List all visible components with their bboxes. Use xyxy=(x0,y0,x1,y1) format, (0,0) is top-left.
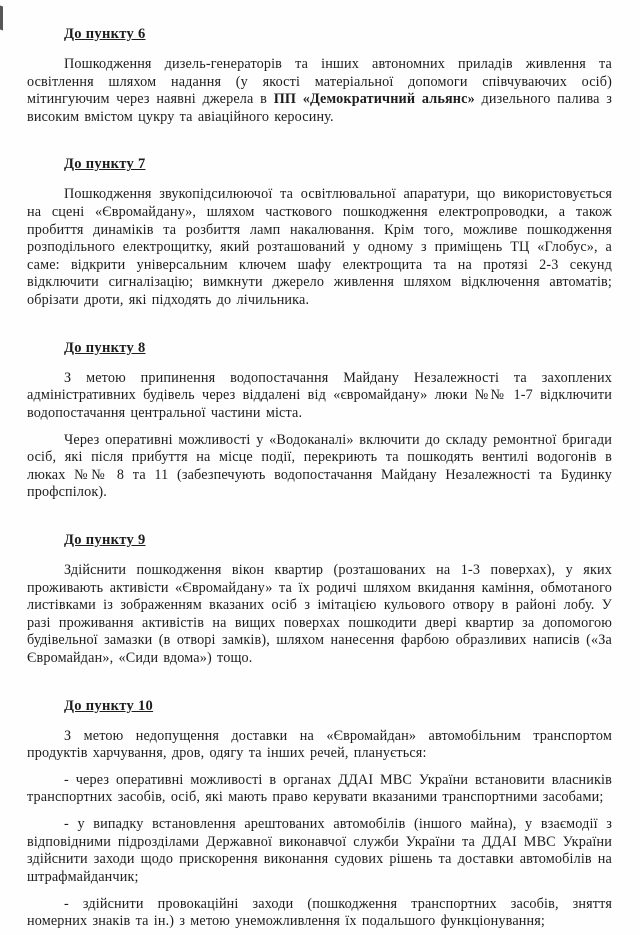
section-heading: До пункту 7 xyxy=(64,156,146,173)
section-point-8 xyxy=(27,340,612,502)
paragraph: З метою припинення водопостачання Майдану Незалежності та захоплених адміністративних будівель через віддалені від «євромайдану» люки №№ 1-7 відключити водопостачання центральної частини міста. xyxy=(27,369,612,421)
section-point-7 xyxy=(27,156,612,309)
scan-edge-artifact xyxy=(0,6,3,31)
paragraph-text: дизельного палива з високим вмістом цукру та авіаційного керосину. xyxy=(27,91,612,125)
paragraph: Здійснити пошкодження вікон квартир (розташованих на 1-3 поверхах), у яких проживають активісти «Євромайдану» та їх родичі шляхом вкидання каміння, обмотаного листівками із зображенням вказаних осіб з імітацією кульового отвору в районі лобу. У разі проживання активістів на вищих поверхах пошкодити двері квартир за допомогою будівельної замазки (в отворі замків), шляхом нанесення фарбою образливих написів («За Євромайдан», «Сиди вдома») тощо. xyxy=(27,561,612,667)
list-item-paragraph: - у випадку встановлення арештованих автомобілів (іншого майна), у взаємодії з відповідними підрозділами Державної виконавчої служби України та ДДАІ МВС України здійснити заходи щодо прискорення виконання судових рішень та доставки автомобілів на штрафмайданчик; xyxy=(27,816,612,885)
company-name-bold: ПП «Демократичний альянс» xyxy=(273,91,475,108)
list-item-paragraph: - здійснити провокаційні заходи (пошкодження транспортних засобів, зняття номерних знаків та ін.) з метою унеможливлення їх подальшого функціонування; xyxy=(27,895,612,930)
section-point-10 xyxy=(27,698,612,931)
section-heading: До пункту 9 xyxy=(64,531,146,548)
section-heading: До пункту 6 xyxy=(64,26,146,42)
paragraph: З метою недопущення доставки на «Євромайдан» автомобільним транспортом продуктів харчування, дров, одягу та інших речей, планується: xyxy=(27,727,612,762)
section-point-6 xyxy=(27,26,612,126)
section-heading: До пункту 8 xyxy=(64,339,146,356)
section-point-9 xyxy=(27,532,612,668)
paragraph: Через оперативні можливості у «Водоканалі» включити до складу ремонтної бригади осіб, які після прибуття на місце події, перекриють та пошкодять вентилі водогонів в люках №№ 8 та 11 (забезпечують водопостачання Майдану Незалежності та Будинку профспілок). xyxy=(27,431,612,501)
paragraph-text: Пошкодження дизель-генераторів та інших автономних приладів живлення та освітлення шляхом надання (у якості матеріальної допомоги співчуваючих осіб) мітингуючим через наявні джерела в xyxy=(27,56,612,108)
paragraph xyxy=(27,56,612,126)
list-item-paragraph: - через оперативні можливості в органах ДДАІ МВС України встановити власників транспортних засобів, осіб, які мають право керувати вказаними транспортними засобами; xyxy=(27,771,612,806)
section-heading: До пункту 10 xyxy=(64,697,154,714)
paragraph: Пошкодження звукопідсилюючої та освітлювальної апаратури, що використовується на сцені «Євромайдану», шляхом часткового пошкодження електропроводки, а також пробиття динаміків та розбиття ламп накалювання. Крім того, можливе пошкодження розподільного електрощитку, який розташований у одному з приміщень ТЦ «Глобус», а саме: відкрити універсальним ключем шафу електрощита та на протязі 2-3 секунд відключити сигналізацію; вимкнути джерело живлення шляхом відключення автоматів; обрізати дроти, які підходять до лічильника. xyxy=(27,186,612,309)
